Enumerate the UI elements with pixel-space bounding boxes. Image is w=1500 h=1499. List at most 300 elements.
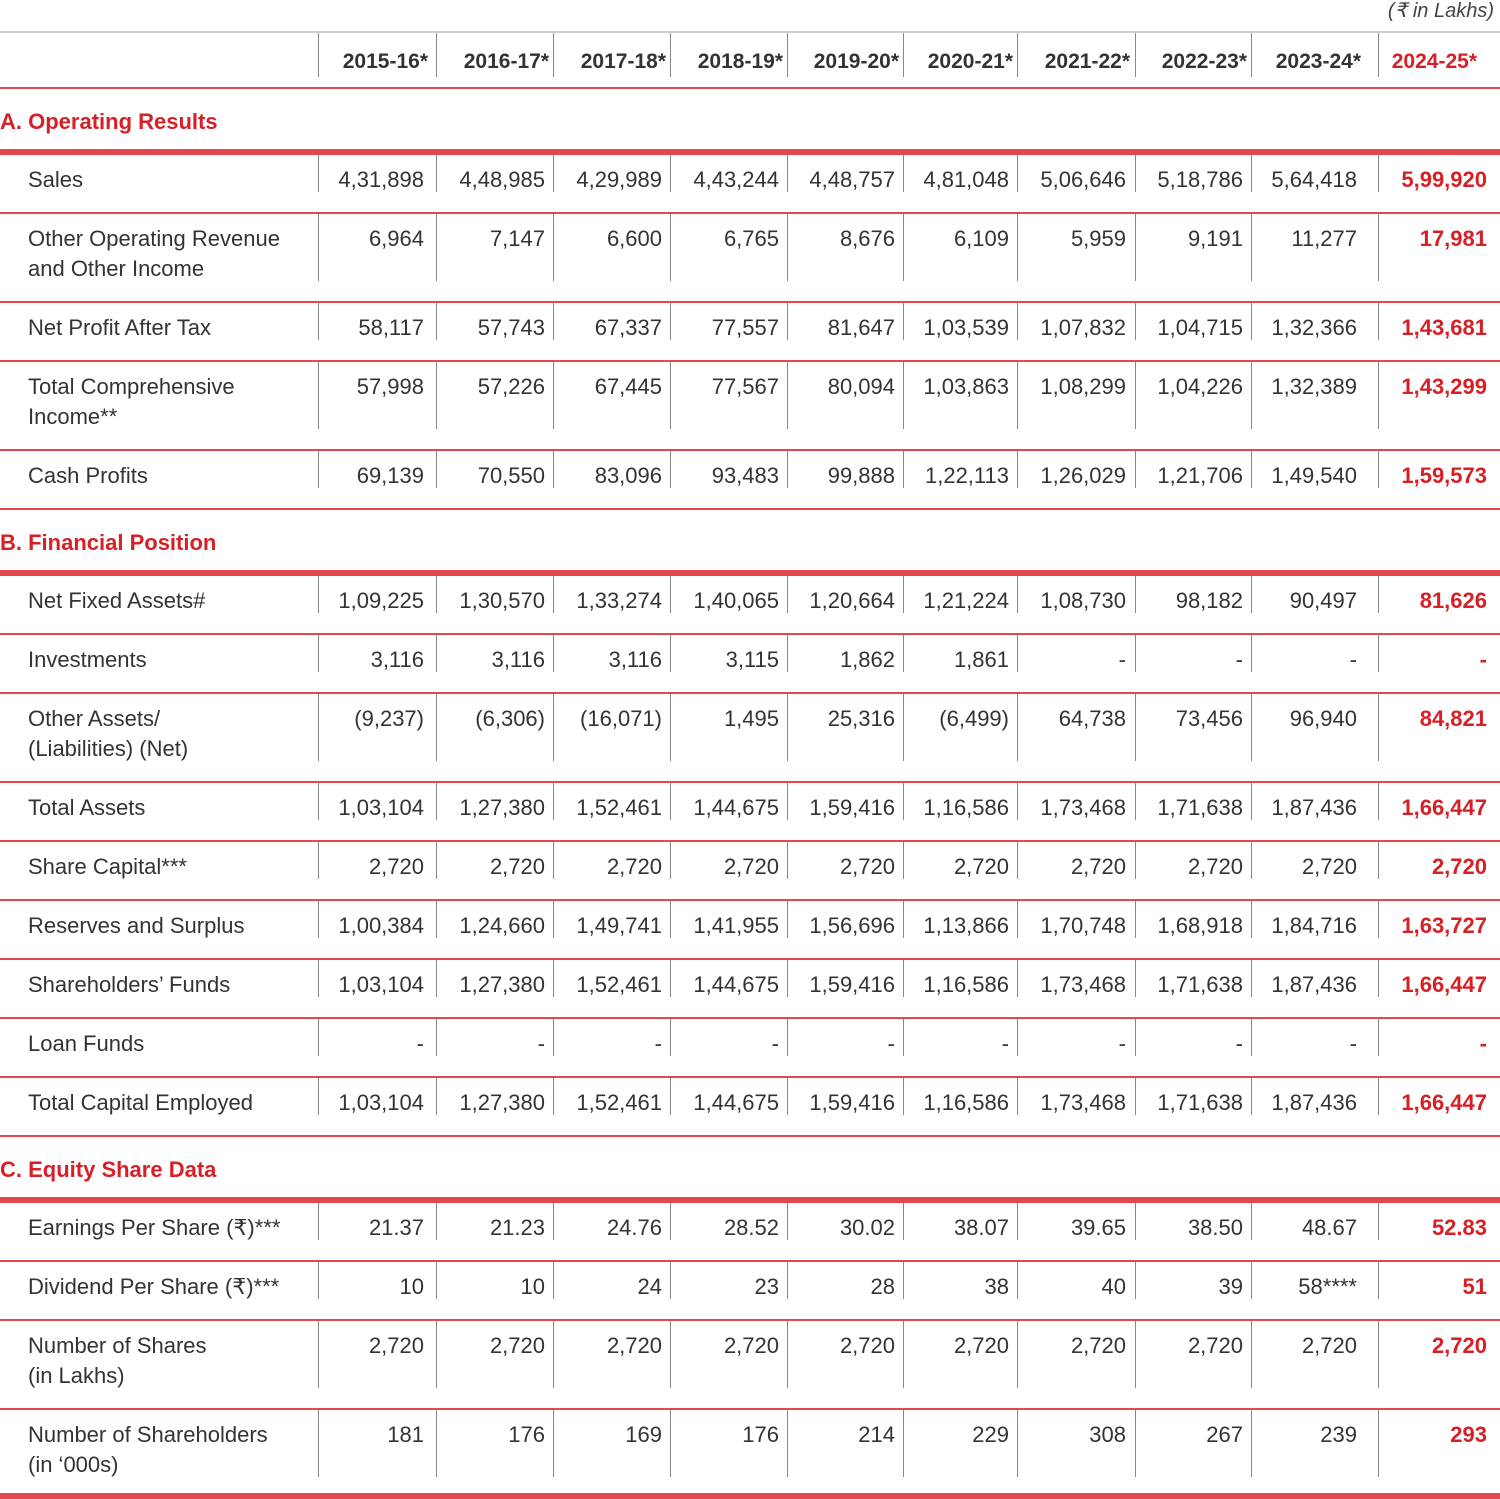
column-divider [1017, 783, 1018, 820]
value-cell: 2,720 [489, 854, 545, 879]
header-row [0, 31, 1500, 89]
column-divider [1017, 1203, 1018, 1240]
column-divider [1378, 694, 1379, 761]
value-cell: 176 [742, 1422, 779, 1447]
value-cell: - [654, 1031, 662, 1056]
value-cell: 67,337 [594, 315, 662, 340]
row-label: Other Operating Revenue and Other Income [28, 226, 280, 281]
column-divider [318, 1321, 319, 1388]
column-divider [787, 576, 788, 613]
column-divider [787, 960, 788, 997]
value-cell: 38.50 [1187, 1215, 1243, 1240]
table-row [0, 570, 1500, 635]
column-divider [1251, 576, 1252, 613]
table-row [0, 214, 1500, 303]
column-divider [318, 694, 319, 761]
column-divider [1135, 33, 1136, 77]
column-divider [1378, 1078, 1379, 1115]
value-cell: 1,27,380 [459, 1090, 545, 1115]
column-divider [1251, 1262, 1252, 1299]
value-cell: 1,16,586 [923, 795, 1009, 820]
value-cell: 176 [508, 1422, 545, 1447]
column-divider [1135, 451, 1136, 488]
column-divider [1017, 362, 1018, 429]
table-row [0, 303, 1500, 362]
column-divider [553, 635, 554, 672]
value-cell: 2,720 [953, 854, 1009, 879]
value-cell: 1,44,675 [693, 972, 779, 997]
value-cell: 77,557 [711, 315, 779, 340]
column-divider [553, 960, 554, 997]
column-divider [903, 1203, 904, 1240]
value-cell: 3,115 [725, 647, 779, 672]
column-divider [787, 842, 788, 879]
value-cell: 70,550 [477, 463, 545, 488]
value-cell: 1,71,638 [1157, 1090, 1243, 1115]
column-divider [318, 362, 319, 429]
value-cell: 1,03,863 [923, 374, 1009, 399]
row-label: Dividend Per Share (₹)*** [28, 1274, 280, 1299]
column-divider [1135, 362, 1136, 429]
row-label: Earnings Per Share (₹)*** [28, 1215, 281, 1240]
value-cell: 2,720 [723, 854, 779, 879]
value-cell: 1,861 [953, 647, 1009, 672]
value-cell: 2,720 [1070, 854, 1126, 879]
value-cell: 2,720 [1187, 1333, 1243, 1358]
value-cell: 1,27,380 [459, 795, 545, 820]
value-cell: 6,765 [723, 226, 779, 251]
column-header: 2017-18* [580, 50, 666, 73]
column-divider [1378, 33, 1379, 77]
value-cell: 1,63,727 [1401, 913, 1487, 938]
column-header: 2023-24* [1275, 50, 1361, 73]
value-cell: 25,316 [827, 706, 895, 731]
column-divider [1251, 362, 1252, 429]
column-divider [903, 1019, 904, 1056]
column-divider [1017, 33, 1018, 77]
column-divider [787, 451, 788, 488]
value-cell: 1,03,104 [338, 795, 424, 820]
value-cell: 10 [520, 1274, 545, 1299]
value-cell: 2,720 [1301, 854, 1357, 879]
column-divider [1378, 1019, 1379, 1056]
column-divider [787, 1321, 788, 1388]
value-cell: 90,497 [1289, 588, 1357, 613]
value-cell: - [1235, 1031, 1243, 1056]
table-row [0, 1321, 1500, 1410]
section-title: B. Financial Position [0, 530, 217, 555]
column-divider [436, 1321, 437, 1388]
value-cell: 1,03,539 [923, 315, 1009, 340]
column-divider [903, 451, 904, 488]
column-divider [670, 694, 671, 761]
column-divider [787, 1262, 788, 1299]
column-divider [1135, 1019, 1136, 1056]
column-divider [1378, 303, 1379, 340]
column-divider [553, 1262, 554, 1299]
column-divider [318, 960, 319, 997]
column-divider [670, 576, 671, 613]
value-cell: 24.76 [606, 1215, 662, 1240]
column-divider [1378, 1321, 1379, 1388]
column-divider [787, 901, 788, 938]
column-divider [903, 1410, 904, 1477]
column-header: 2015-16* [342, 50, 428, 73]
column-divider [670, 33, 671, 77]
value-cell: 1,30,570 [459, 588, 545, 613]
financial-highlights-table [0, 31, 1500, 1499]
column-divider [553, 303, 554, 340]
value-cell: 1,84,716 [1271, 913, 1357, 938]
value-cell: 96,940 [1289, 706, 1357, 731]
column-divider [1135, 1078, 1136, 1115]
value-cell: 1,26,029 [1040, 463, 1126, 488]
column-divider [436, 1078, 437, 1115]
column-divider [1378, 635, 1379, 672]
value-cell: 1,71,638 [1157, 795, 1243, 820]
column-divider [903, 155, 904, 192]
value-cell: 93,483 [711, 463, 779, 488]
value-cell: 1,59,416 [809, 795, 895, 820]
column-divider [553, 1321, 554, 1388]
column-divider [670, 214, 671, 281]
value-cell: 84,821 [1419, 706, 1487, 731]
value-cell: 48.67 [1301, 1215, 1357, 1240]
value-cell: 4,29,989 [576, 167, 662, 192]
column-divider [787, 694, 788, 761]
column-divider [436, 214, 437, 281]
value-cell: 1,27,380 [459, 972, 545, 997]
column-divider [436, 694, 437, 761]
table-row [0, 1262, 1500, 1321]
value-cell: 1,70,748 [1040, 913, 1126, 938]
unit-note: (₹ in Lakhs) [1387, 0, 1494, 22]
value-cell: 1,59,573 [1401, 463, 1487, 488]
value-cell: 1,87,436 [1271, 795, 1357, 820]
column-divider [436, 1203, 437, 1240]
column-divider [787, 1019, 788, 1056]
value-cell: 2,720 [368, 1333, 424, 1358]
value-cell: 1,66,447 [1401, 1090, 1487, 1115]
value-cell: - [887, 1031, 895, 1056]
value-cell: 21.23 [489, 1215, 545, 1240]
column-divider [1017, 694, 1018, 761]
column-divider [787, 155, 788, 192]
column-header: 2020-21* [927, 50, 1013, 73]
table-row [0, 1410, 1500, 1499]
column-divider [436, 960, 437, 997]
value-cell: 57,743 [477, 315, 545, 340]
column-divider [903, 783, 904, 820]
column-divider [1251, 901, 1252, 938]
table-row [0, 1078, 1500, 1137]
row-label: Share Capital*** [28, 854, 187, 879]
value-cell: 2,720 [723, 1333, 779, 1358]
value-cell: - [771, 1031, 779, 1056]
value-cell: 24 [637, 1274, 662, 1299]
value-cell: 51 [1462, 1274, 1487, 1299]
column-divider [436, 635, 437, 672]
value-cell: 267 [1206, 1422, 1243, 1447]
column-divider [1135, 1203, 1136, 1240]
column-divider [1251, 783, 1252, 820]
column-header: 2024-25* [1391, 50, 1477, 73]
value-cell: 1,03,104 [338, 972, 424, 997]
value-cell: 40 [1101, 1274, 1126, 1299]
column-divider [436, 842, 437, 879]
section-header [0, 89, 1500, 149]
column-divider [1017, 1321, 1018, 1388]
section-header [0, 1137, 1500, 1197]
row-label: Investments [28, 647, 147, 672]
column-divider [553, 155, 554, 192]
column-divider [436, 155, 437, 192]
value-cell: 30.02 [839, 1215, 895, 1240]
column-divider [787, 362, 788, 429]
column-divider [1017, 842, 1018, 879]
row-label: Number of Shares (in Lakhs) [28, 1333, 207, 1388]
table-row [0, 451, 1500, 510]
value-cell: 1,73,468 [1040, 972, 1126, 997]
column-divider [670, 1019, 671, 1056]
value-cell: - [537, 1031, 545, 1056]
column-divider [1017, 1078, 1018, 1115]
column-divider [436, 362, 437, 429]
value-cell: 83,096 [594, 463, 662, 488]
table-row [0, 694, 1500, 783]
column-divider [1135, 901, 1136, 938]
value-cell: 1,00,384 [338, 913, 424, 938]
value-cell: 1,66,447 [1401, 795, 1487, 820]
value-cell: 9,191 [1187, 226, 1243, 251]
value-cell: (6,306) [475, 706, 545, 731]
column-divider [553, 783, 554, 820]
column-divider [1135, 1321, 1136, 1388]
column-divider [318, 901, 319, 938]
value-cell: 21.37 [368, 1215, 424, 1240]
value-cell: 4,31,898 [338, 167, 424, 192]
column-divider [1135, 783, 1136, 820]
value-cell: 11,277 [1291, 226, 1357, 251]
value-cell: 2,720 [606, 854, 662, 879]
column-divider [1251, 1321, 1252, 1388]
value-cell: 23 [754, 1274, 779, 1299]
value-cell: - [1235, 647, 1243, 672]
column-divider [1251, 960, 1252, 997]
column-divider [1017, 1262, 1018, 1299]
value-cell: 17,981 [1419, 226, 1487, 251]
table-row [0, 362, 1500, 451]
value-cell: 2,720 [1431, 1333, 1487, 1358]
value-cell: 181 [387, 1422, 424, 1447]
column-divider [318, 576, 319, 613]
value-cell: 99,888 [827, 463, 895, 488]
column-divider [1135, 842, 1136, 879]
value-cell: 2,720 [489, 1333, 545, 1358]
column-header: 2022-23* [1161, 50, 1247, 73]
column-divider [1251, 694, 1252, 761]
table-row [0, 783, 1500, 842]
value-cell: 2,720 [606, 1333, 662, 1358]
value-cell: 1,13,866 [923, 913, 1009, 938]
column-divider [1017, 635, 1018, 672]
value-cell: 58**** [1298, 1274, 1357, 1299]
value-cell: 169 [625, 1422, 662, 1447]
column-divider [1251, 451, 1252, 488]
column-divider [318, 33, 319, 77]
column-divider [436, 451, 437, 488]
value-cell: 73,456 [1175, 706, 1243, 731]
table-row [0, 1197, 1500, 1262]
value-cell: 1,73,468 [1040, 795, 1126, 820]
value-cell: 5,959 [1070, 226, 1126, 251]
column-header: 2018-19* [697, 50, 783, 73]
value-cell: 2,720 [368, 854, 424, 879]
value-cell: (16,071) [580, 706, 662, 731]
column-divider [1251, 155, 1252, 192]
value-cell: 1,87,436 [1271, 972, 1357, 997]
column-divider [553, 214, 554, 281]
value-cell: 67,445 [594, 374, 662, 399]
column-divider [670, 842, 671, 879]
column-divider [1251, 842, 1252, 879]
value-cell: 2,720 [1431, 854, 1487, 879]
column-divider [318, 214, 319, 281]
column-divider [1017, 451, 1018, 488]
row-label: Total Comprehensive Income** [28, 374, 235, 429]
column-divider [318, 1078, 319, 1115]
column-divider [670, 1321, 671, 1388]
table-row [0, 1019, 1500, 1078]
column-divider [436, 576, 437, 613]
column-divider [903, 362, 904, 429]
column-divider [1251, 33, 1252, 77]
value-cell: 4,81,048 [923, 167, 1009, 192]
column-divider [1378, 451, 1379, 488]
value-cell: 77,567 [711, 374, 779, 399]
column-divider [553, 451, 554, 488]
value-cell: 1,52,461 [576, 1090, 662, 1115]
value-cell: 57,998 [356, 374, 424, 399]
column-header: 2021-22* [1044, 50, 1130, 73]
column-divider [787, 1410, 788, 1477]
value-cell: 1,32,389 [1271, 374, 1357, 399]
column-divider [670, 901, 671, 938]
column-divider [670, 1203, 671, 1240]
value-cell: 81,626 [1419, 588, 1487, 613]
value-cell: - [1001, 1031, 1009, 1056]
column-divider [670, 1410, 671, 1477]
column-divider [903, 576, 904, 613]
value-cell: 2,720 [839, 854, 895, 879]
section-title: A. Operating Results [0, 109, 218, 134]
column-divider [1135, 1410, 1136, 1477]
value-cell: 2,720 [1187, 854, 1243, 879]
column-divider [903, 842, 904, 879]
column-divider [1135, 303, 1136, 340]
value-cell: 308 [1089, 1422, 1126, 1447]
value-cell: 10 [399, 1274, 424, 1299]
column-divider [1251, 303, 1252, 340]
column-divider [436, 303, 437, 340]
column-divider [787, 783, 788, 820]
column-divider [1251, 1203, 1252, 1240]
value-cell: 1,52,461 [576, 795, 662, 820]
column-divider [903, 1078, 904, 1115]
value-cell: 38.07 [953, 1215, 1009, 1240]
value-cell: 28.52 [723, 1215, 779, 1240]
value-cell: 2,720 [1070, 1333, 1126, 1358]
column-divider [670, 303, 671, 340]
column-divider [1251, 214, 1252, 281]
value-cell: 4,48,757 [809, 167, 895, 192]
column-divider [318, 842, 319, 879]
value-cell: 229 [972, 1422, 1009, 1447]
value-cell: 1,09,225 [338, 588, 424, 613]
value-cell: 1,04,226 [1157, 374, 1243, 399]
column-divider [318, 783, 319, 820]
column-divider [787, 214, 788, 281]
column-divider [903, 303, 904, 340]
column-divider [318, 1019, 319, 1056]
column-divider [670, 783, 671, 820]
value-cell: 6,964 [368, 226, 424, 251]
column-divider [553, 901, 554, 938]
value-cell: 7,147 [489, 226, 545, 251]
column-divider [1017, 901, 1018, 938]
value-cell: 3,116 [608, 647, 662, 672]
column-divider [1251, 1410, 1252, 1477]
value-cell: 5,99,920 [1401, 167, 1487, 192]
column-divider [553, 1078, 554, 1115]
row-label: Net Fixed Assets# [28, 588, 206, 613]
value-cell: 2,720 [953, 1333, 1009, 1358]
column-divider [1251, 1078, 1252, 1115]
column-divider [670, 362, 671, 429]
value-cell: 52.83 [1431, 1215, 1487, 1240]
value-cell: 1,16,586 [923, 972, 1009, 997]
value-cell: - [416, 1031, 424, 1056]
column-divider [903, 694, 904, 761]
value-cell: 81,647 [827, 315, 895, 340]
section-header [0, 510, 1500, 570]
row-label: Total Assets [28, 795, 146, 820]
value-cell: 1,68,918 [1157, 913, 1243, 938]
value-cell: 1,73,468 [1040, 1090, 1126, 1115]
table-row [0, 842, 1500, 901]
value-cell: 1,44,675 [693, 1090, 779, 1115]
column-divider [787, 1078, 788, 1115]
column-divider [787, 635, 788, 672]
column-divider [1135, 635, 1136, 672]
column-divider [1135, 1262, 1136, 1299]
column-divider [903, 960, 904, 997]
value-cell: 4,48,985 [459, 167, 545, 192]
value-cell: 2,720 [839, 1333, 895, 1358]
column-divider [553, 1019, 554, 1056]
value-cell: 1,04,715 [1157, 315, 1243, 340]
table-row [0, 149, 1500, 214]
value-cell: 5,06,646 [1040, 167, 1126, 192]
value-cell: 3,116 [370, 647, 424, 672]
value-cell: 1,71,638 [1157, 972, 1243, 997]
value-cell: - [1118, 1031, 1126, 1056]
column-divider [1017, 214, 1018, 281]
column-divider [1378, 901, 1379, 938]
column-divider [1378, 576, 1379, 613]
column-divider [1251, 635, 1252, 672]
value-cell: 2,720 [1301, 1333, 1357, 1358]
